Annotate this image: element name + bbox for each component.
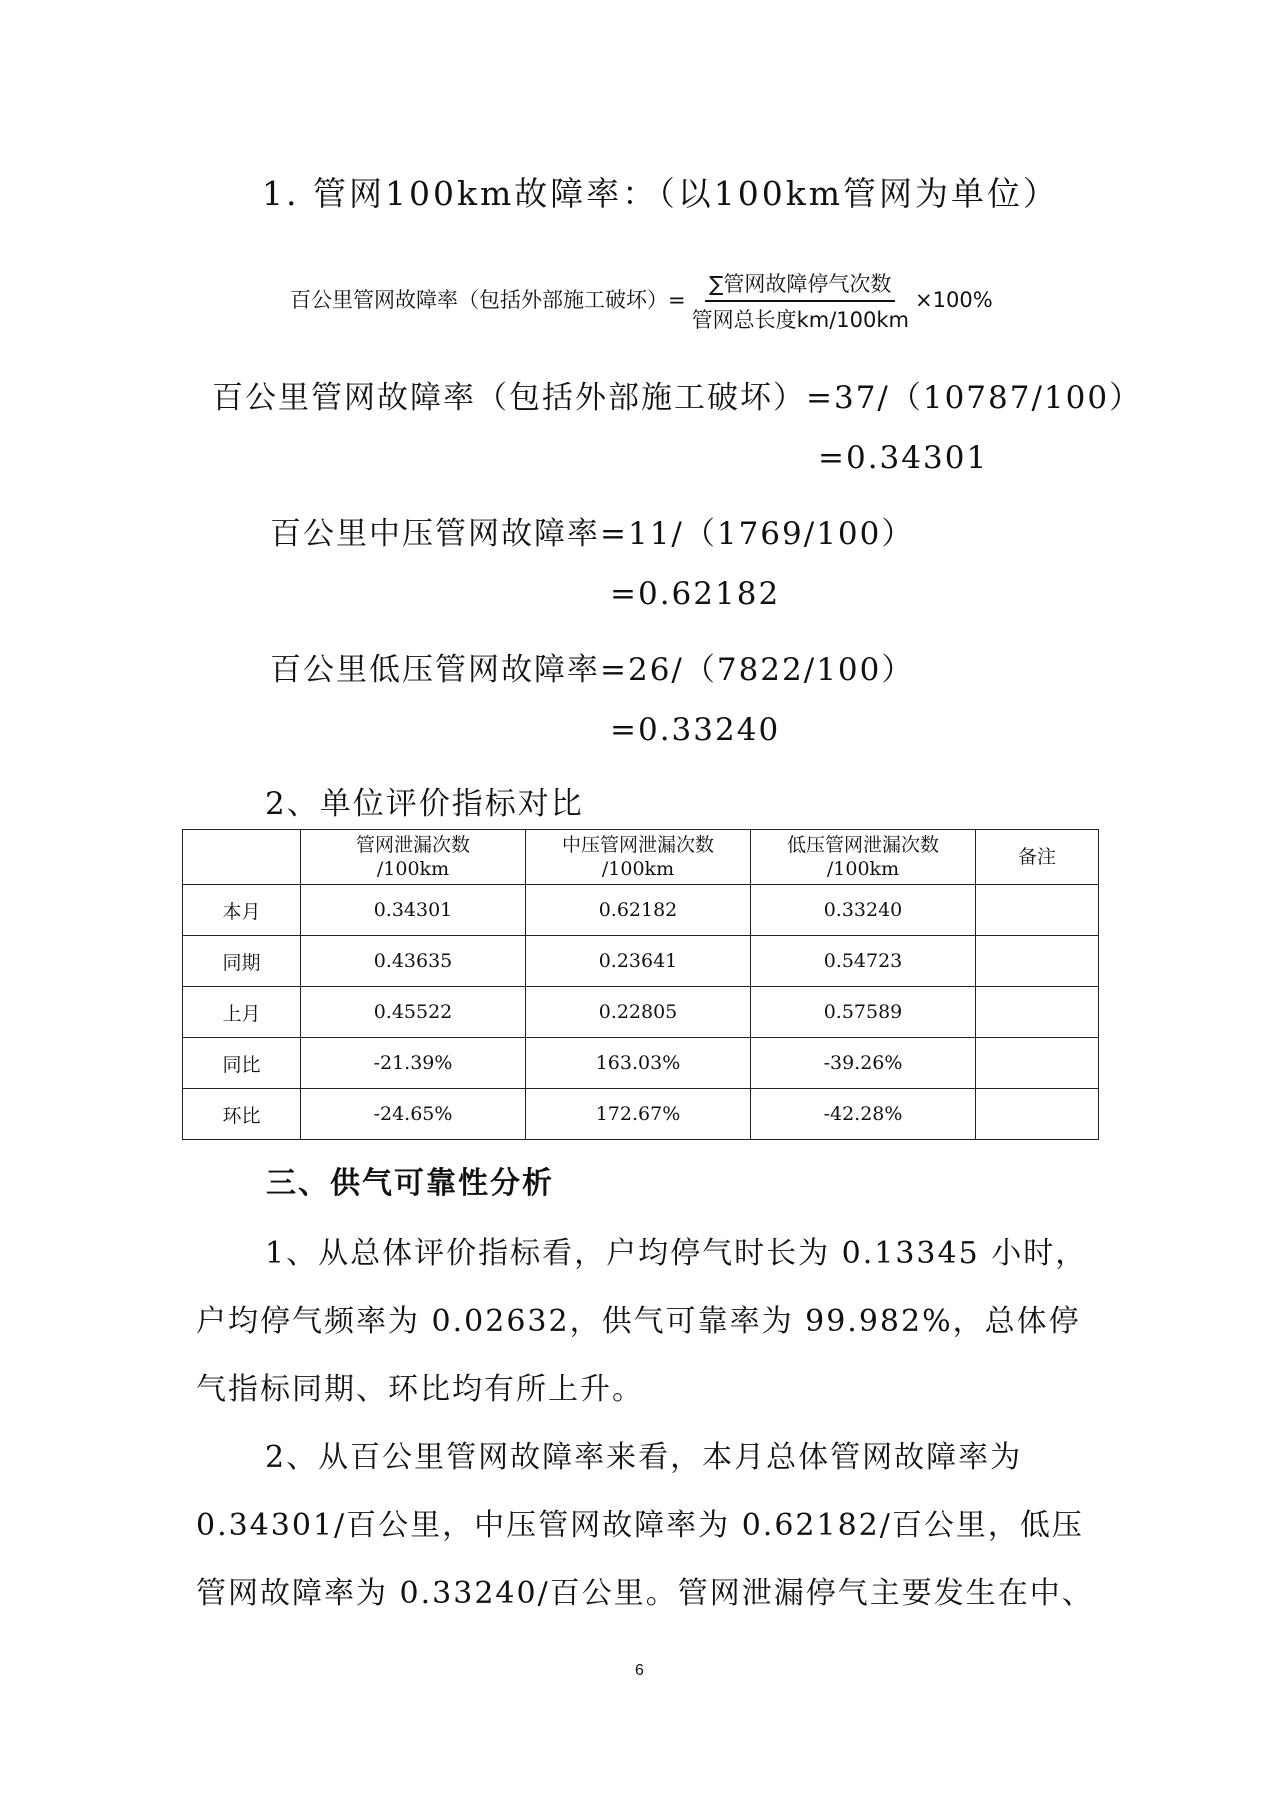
section-3-heading: 三、供气可靠性分析 [266,1166,554,1201]
table-row [183,1038,1099,1089]
table-row [183,885,1099,936]
table-cell [976,936,1099,987]
table-header-cell: 备注 [976,830,1099,885]
table-header-cell [751,830,976,885]
formula-numerator: ∑管网故障停气次数 [705,268,895,302]
table-cell: 0.34301 [301,885,526,936]
table-header-cell [301,830,526,885]
calc-low-result: =0.33240 [610,712,781,748]
table-cell: 0.22805 [526,987,751,1038]
table-cell: 同比 [183,1038,301,1089]
table-cell: -39.26% [751,1038,976,1089]
table-cell: 172.67% [526,1089,751,1140]
formula-denominator: 管网总长度km/100km [691,308,910,332]
table-cell: 0.23641 [526,936,751,987]
table-cell: 0.33240 [751,885,976,936]
para2-line1: 2、从百公里管网故障率来看，本月总体管网故障率为 [265,1440,1023,1475]
table-cell [976,885,1099,936]
para1-line3: 气指标同期、环比均有所上升。 [196,1372,644,1407]
formula [290,268,993,334]
page-number: 6 [635,1662,644,1679]
header-leak-label: 管网泄漏次数 [355,834,470,856]
table-cell: 0.43635 [301,936,526,987]
indicator-table [182,829,1099,1140]
header-mid-label: 中压管网泄漏次数 [561,834,714,856]
table-cell [976,1038,1099,1089]
para2-line2: 0.34301/百公里，中压管网故障率为 0.62182/百公里，低压 [196,1508,1084,1543]
table-cell: 0.62182 [526,885,751,936]
table-cell: 0.57589 [751,987,976,1038]
table-cell: 同期 [183,936,301,987]
calc-total-line: 百公里管网故障率（包括外部施工破坏）=37/（10787/100） [212,380,1143,416]
table-cell [976,987,1099,1038]
table-header-cell [183,830,301,885]
table-cell: 163.03% [526,1038,751,1089]
table-cell: 0.54723 [751,936,976,987]
calc-mid-line: 百公里中压管网故障率=11/（1769/100） [270,516,915,552]
para1-line2: 户均停气频率为 0.02632，供气可靠率为 99.982%，总体停 [196,1304,1081,1339]
table-row [183,936,1099,987]
table-cell: -42.28% [751,1089,976,1140]
formula-multiplier: ×100% [915,288,993,312]
heading-2: 2、单位评价指标对比 [265,786,584,822]
calc-mid-result: =0.62182 [610,576,781,612]
table-row [183,1089,1099,1140]
para1-line1: 1、从总体评价指标看，户均停气时长为 0.13345 小时， [265,1236,1088,1271]
header-leak-unit: /100km [376,858,450,880]
table-cell: 0.45522 [301,987,526,1038]
heading-1: 1. 管网100km故障率：（以100km管网为单位） [262,174,1060,213]
calc-total-result: =0.34301 [818,440,989,476]
calc-low-line: 百公里低压管网故障率=26/（7822/100） [270,652,915,688]
formula-lhs: 百公里管网故障率（包括外部施工破坏）= [290,288,686,312]
table-header-cell [526,830,751,885]
table-cell: -24.65% [301,1089,526,1140]
header-low-label: 低压管网泄漏次数 [786,834,939,856]
table-cell: 本月 [183,885,301,936]
table-cell: -21.39% [301,1038,526,1089]
table-cell: 环比 [183,1089,301,1140]
para2-line3: 管网故障率为 0.33240/百公里。管网泄漏停气主要发生在中、 [196,1576,1094,1611]
table-header-row [183,830,1099,885]
formula-fraction [692,268,909,334]
header-mid-unit: /100km [601,858,675,880]
table-cell: 上月 [183,987,301,1038]
table-cell [976,1089,1099,1140]
header-low-unit: /100km [826,858,900,880]
table-row [183,987,1099,1038]
